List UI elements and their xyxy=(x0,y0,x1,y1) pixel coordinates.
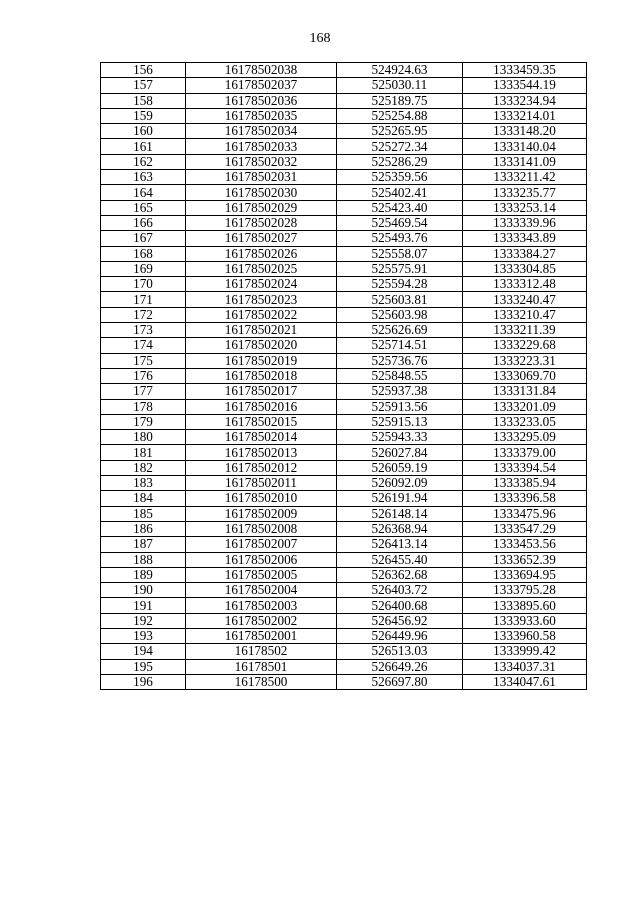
x-coordinate-cell: 524924.63 xyxy=(337,63,463,78)
y-coordinate-cell: 1333475.96 xyxy=(463,506,587,521)
x-coordinate-cell: 525189.75 xyxy=(337,93,463,108)
point-code-cell: 16178502019 xyxy=(186,353,337,368)
y-coordinate-cell: 1333235.77 xyxy=(463,185,587,200)
y-coordinate-cell: 1333459.35 xyxy=(463,63,587,78)
table-row xyxy=(101,78,587,93)
y-coordinate-cell: 1333210.47 xyxy=(463,307,587,322)
x-coordinate-cell: 525626.69 xyxy=(337,323,463,338)
y-coordinate-cell: 1333211.42 xyxy=(463,170,587,185)
point-code-cell: 16178500 xyxy=(186,674,337,689)
x-coordinate-cell: 525736.76 xyxy=(337,353,463,368)
y-coordinate-cell: 1334047.61 xyxy=(463,674,587,689)
point-code-cell: 16178502 xyxy=(186,644,337,659)
x-coordinate-cell: 525272.34 xyxy=(337,139,463,154)
point-code-cell: 16178502036 xyxy=(186,93,337,108)
table-row xyxy=(101,307,587,322)
point-code-cell: 16178502026 xyxy=(186,246,337,261)
row-number-cell: 170 xyxy=(101,277,186,292)
table-row xyxy=(101,231,587,246)
y-coordinate-cell: 1333069.70 xyxy=(463,368,587,383)
y-coordinate-cell: 1333148.20 xyxy=(463,124,587,139)
x-coordinate-cell: 525603.81 xyxy=(337,292,463,307)
row-number-cell: 156 xyxy=(101,63,186,78)
row-number-cell: 188 xyxy=(101,552,186,567)
row-number-cell: 185 xyxy=(101,506,186,521)
point-code-cell: 16178502010 xyxy=(186,491,337,506)
row-number-cell: 181 xyxy=(101,445,186,460)
x-coordinate-cell: 525937.38 xyxy=(337,384,463,399)
table-row xyxy=(101,445,587,460)
point-code-cell: 16178502025 xyxy=(186,261,337,276)
row-number-cell: 184 xyxy=(101,491,186,506)
table-row xyxy=(101,261,587,276)
x-coordinate-cell: 526449.96 xyxy=(337,628,463,643)
x-coordinate-cell: 526191.94 xyxy=(337,491,463,506)
coordinates-table xyxy=(100,62,587,690)
table-row xyxy=(101,613,587,628)
table-row xyxy=(101,583,587,598)
y-coordinate-cell: 1333547.29 xyxy=(463,521,587,536)
point-code-cell: 16178502011 xyxy=(186,476,337,491)
table-row xyxy=(101,598,587,613)
y-coordinate-cell: 1333394.54 xyxy=(463,460,587,475)
x-coordinate-cell: 525493.76 xyxy=(337,231,463,246)
table-row xyxy=(101,323,587,338)
point-code-cell: 16178502017 xyxy=(186,384,337,399)
y-coordinate-cell: 1333384.27 xyxy=(463,246,587,261)
y-coordinate-cell: 1333933.60 xyxy=(463,613,587,628)
row-number-cell: 161 xyxy=(101,139,186,154)
table-row xyxy=(101,353,587,368)
row-number-cell: 180 xyxy=(101,430,186,445)
point-code-cell: 16178502035 xyxy=(186,108,337,123)
point-code-cell: 16178502001 xyxy=(186,628,337,643)
row-number-cell: 192 xyxy=(101,613,186,628)
table-row xyxy=(101,567,587,582)
row-number-cell: 189 xyxy=(101,567,186,582)
x-coordinate-cell: 526697.80 xyxy=(337,674,463,689)
row-number-cell: 179 xyxy=(101,414,186,429)
table-row xyxy=(101,93,587,108)
table-row xyxy=(101,338,587,353)
x-coordinate-cell: 526513.03 xyxy=(337,644,463,659)
x-coordinate-cell: 525848.55 xyxy=(337,368,463,383)
table-row xyxy=(101,185,587,200)
table-row xyxy=(101,215,587,230)
table-row xyxy=(101,200,587,215)
x-coordinate-cell: 525913.56 xyxy=(337,399,463,414)
point-code-cell: 16178502037 xyxy=(186,78,337,93)
row-number-cell: 157 xyxy=(101,78,186,93)
table-row xyxy=(101,552,587,567)
y-coordinate-cell: 1333304.85 xyxy=(463,261,587,276)
table-row xyxy=(101,628,587,643)
coordinates-table-body xyxy=(101,63,587,690)
row-number-cell: 186 xyxy=(101,521,186,536)
y-coordinate-cell: 1333312.48 xyxy=(463,277,587,292)
table-row xyxy=(101,384,587,399)
table-row xyxy=(101,430,587,445)
y-coordinate-cell: 1333895.60 xyxy=(463,598,587,613)
y-coordinate-cell: 1333253.14 xyxy=(463,200,587,215)
point-code-cell: 16178502024 xyxy=(186,277,337,292)
x-coordinate-cell: 525594.28 xyxy=(337,277,463,292)
x-coordinate-cell: 526059.19 xyxy=(337,460,463,475)
row-number-cell: 175 xyxy=(101,353,186,368)
x-coordinate-cell: 525603.98 xyxy=(337,307,463,322)
y-coordinate-cell: 1333295.09 xyxy=(463,430,587,445)
x-coordinate-cell: 525402.41 xyxy=(337,185,463,200)
point-code-cell: 16178502023 xyxy=(186,292,337,307)
point-code-cell: 16178502020 xyxy=(186,338,337,353)
row-number-cell: 193 xyxy=(101,628,186,643)
row-number-cell: 176 xyxy=(101,368,186,383)
y-coordinate-cell: 1333453.56 xyxy=(463,537,587,552)
x-coordinate-cell: 525254.88 xyxy=(337,108,463,123)
page-number: 168 xyxy=(309,31,331,46)
table-row xyxy=(101,368,587,383)
x-coordinate-cell: 525915.13 xyxy=(337,414,463,429)
table-row xyxy=(101,659,587,674)
table-row xyxy=(101,476,587,491)
row-number-cell: 166 xyxy=(101,215,186,230)
table-row xyxy=(101,63,587,78)
point-code-cell: 16178502006 xyxy=(186,552,337,567)
row-number-cell: 172 xyxy=(101,307,186,322)
x-coordinate-cell: 526403.72 xyxy=(337,583,463,598)
row-number-cell: 160 xyxy=(101,124,186,139)
table-row xyxy=(101,644,587,659)
x-coordinate-cell: 525714.51 xyxy=(337,338,463,353)
point-code-cell: 16178502013 xyxy=(186,445,337,460)
table-row xyxy=(101,154,587,169)
y-coordinate-cell: 1333694.95 xyxy=(463,567,587,582)
y-coordinate-cell: 1333234.94 xyxy=(463,93,587,108)
y-coordinate-cell: 1333544.19 xyxy=(463,78,587,93)
point-code-cell: 16178502014 xyxy=(186,430,337,445)
row-number-cell: 164 xyxy=(101,185,186,200)
table-row xyxy=(101,277,587,292)
row-number-cell: 158 xyxy=(101,93,186,108)
point-code-cell: 16178502003 xyxy=(186,598,337,613)
x-coordinate-cell: 526368.94 xyxy=(337,521,463,536)
point-code-cell: 16178502007 xyxy=(186,537,337,552)
y-coordinate-cell: 1333379.00 xyxy=(463,445,587,460)
point-code-cell: 16178502008 xyxy=(186,521,337,536)
row-number-cell: 165 xyxy=(101,200,186,215)
x-coordinate-cell: 525558.07 xyxy=(337,246,463,261)
point-code-cell: 16178502027 xyxy=(186,231,337,246)
x-coordinate-cell: 526400.68 xyxy=(337,598,463,613)
row-number-cell: 167 xyxy=(101,231,186,246)
table-row xyxy=(101,246,587,261)
point-code-cell: 16178502038 xyxy=(186,63,337,78)
row-number-cell: 159 xyxy=(101,108,186,123)
row-number-cell: 196 xyxy=(101,674,186,689)
x-coordinate-cell: 525423.40 xyxy=(337,200,463,215)
point-code-cell: 16178502033 xyxy=(186,139,337,154)
y-coordinate-cell: 1333999.42 xyxy=(463,644,587,659)
row-number-cell: 191 xyxy=(101,598,186,613)
x-coordinate-cell: 525286.29 xyxy=(337,154,463,169)
x-coordinate-cell: 525943.33 xyxy=(337,430,463,445)
point-code-cell: 16178501 xyxy=(186,659,337,674)
y-coordinate-cell: 1333214.01 xyxy=(463,108,587,123)
y-coordinate-cell: 1333201.09 xyxy=(463,399,587,414)
x-coordinate-cell: 525359.56 xyxy=(337,170,463,185)
point-code-cell: 16178502029 xyxy=(186,200,337,215)
y-coordinate-cell: 1333140.04 xyxy=(463,139,587,154)
point-code-cell: 16178502016 xyxy=(186,399,337,414)
table-row xyxy=(101,414,587,429)
table-row xyxy=(101,460,587,475)
y-coordinate-cell: 1333229.68 xyxy=(463,338,587,353)
y-coordinate-cell: 1333385.94 xyxy=(463,476,587,491)
y-coordinate-cell: 1333343.89 xyxy=(463,231,587,246)
x-coordinate-cell: 526455.40 xyxy=(337,552,463,567)
y-coordinate-cell: 1333223.31 xyxy=(463,353,587,368)
point-code-cell: 16178502004 xyxy=(186,583,337,598)
row-number-cell: 178 xyxy=(101,399,186,414)
point-code-cell: 16178502031 xyxy=(186,170,337,185)
row-number-cell: 168 xyxy=(101,246,186,261)
table-row xyxy=(101,399,587,414)
point-code-cell: 16178502018 xyxy=(186,368,337,383)
table-row xyxy=(101,491,587,506)
y-coordinate-cell: 1333141.09 xyxy=(463,154,587,169)
row-number-cell: 163 xyxy=(101,170,186,185)
point-code-cell: 16178502015 xyxy=(186,414,337,429)
point-code-cell: 16178502022 xyxy=(186,307,337,322)
point-code-cell: 16178502032 xyxy=(186,154,337,169)
row-number-cell: 195 xyxy=(101,659,186,674)
x-coordinate-cell: 526362.68 xyxy=(337,567,463,582)
table-row xyxy=(101,292,587,307)
point-code-cell: 16178502009 xyxy=(186,506,337,521)
y-coordinate-cell: 1334037.31 xyxy=(463,659,587,674)
row-number-cell: 169 xyxy=(101,261,186,276)
row-number-cell: 171 xyxy=(101,292,186,307)
row-number-cell: 194 xyxy=(101,644,186,659)
point-code-cell: 16178502030 xyxy=(186,185,337,200)
x-coordinate-cell: 525265.95 xyxy=(337,124,463,139)
row-number-cell: 187 xyxy=(101,537,186,552)
table-row xyxy=(101,108,587,123)
x-coordinate-cell: 525469.54 xyxy=(337,215,463,230)
y-coordinate-cell: 1333233.05 xyxy=(463,414,587,429)
table-row xyxy=(101,139,587,154)
table-row xyxy=(101,537,587,552)
y-coordinate-cell: 1333240.47 xyxy=(463,292,587,307)
table-row xyxy=(101,124,587,139)
x-coordinate-cell: 526649.26 xyxy=(337,659,463,674)
point-code-cell: 16178502028 xyxy=(186,215,337,230)
row-number-cell: 162 xyxy=(101,154,186,169)
point-code-cell: 16178502005 xyxy=(186,567,337,582)
y-coordinate-cell: 1333652.39 xyxy=(463,552,587,567)
y-coordinate-cell: 1333211.39 xyxy=(463,323,587,338)
table-row xyxy=(101,506,587,521)
x-coordinate-cell: 526027.84 xyxy=(337,445,463,460)
table-row xyxy=(101,521,587,536)
row-number-cell: 177 xyxy=(101,384,186,399)
y-coordinate-cell: 1333131.84 xyxy=(463,384,587,399)
y-coordinate-cell: 1333795.28 xyxy=(463,583,587,598)
point-code-cell: 16178502012 xyxy=(186,460,337,475)
point-code-cell: 16178502034 xyxy=(186,124,337,139)
row-number-cell: 190 xyxy=(101,583,186,598)
row-number-cell: 183 xyxy=(101,476,186,491)
point-code-cell: 16178502021 xyxy=(186,323,337,338)
x-coordinate-cell: 526148.14 xyxy=(337,506,463,521)
x-coordinate-cell: 526456.92 xyxy=(337,613,463,628)
x-coordinate-cell: 525575.91 xyxy=(337,261,463,276)
x-coordinate-cell: 525030.11 xyxy=(337,78,463,93)
table-row xyxy=(101,674,587,689)
y-coordinate-cell: 1333960.58 xyxy=(463,628,587,643)
y-coordinate-cell: 1333339.96 xyxy=(463,215,587,230)
table-row xyxy=(101,170,587,185)
point-code-cell: 16178502002 xyxy=(186,613,337,628)
x-coordinate-cell: 526092.09 xyxy=(337,476,463,491)
row-number-cell: 174 xyxy=(101,338,186,353)
row-number-cell: 173 xyxy=(101,323,186,338)
y-coordinate-cell: 1333396.58 xyxy=(463,491,587,506)
x-coordinate-cell: 526413.14 xyxy=(337,537,463,552)
row-number-cell: 182 xyxy=(101,460,186,475)
